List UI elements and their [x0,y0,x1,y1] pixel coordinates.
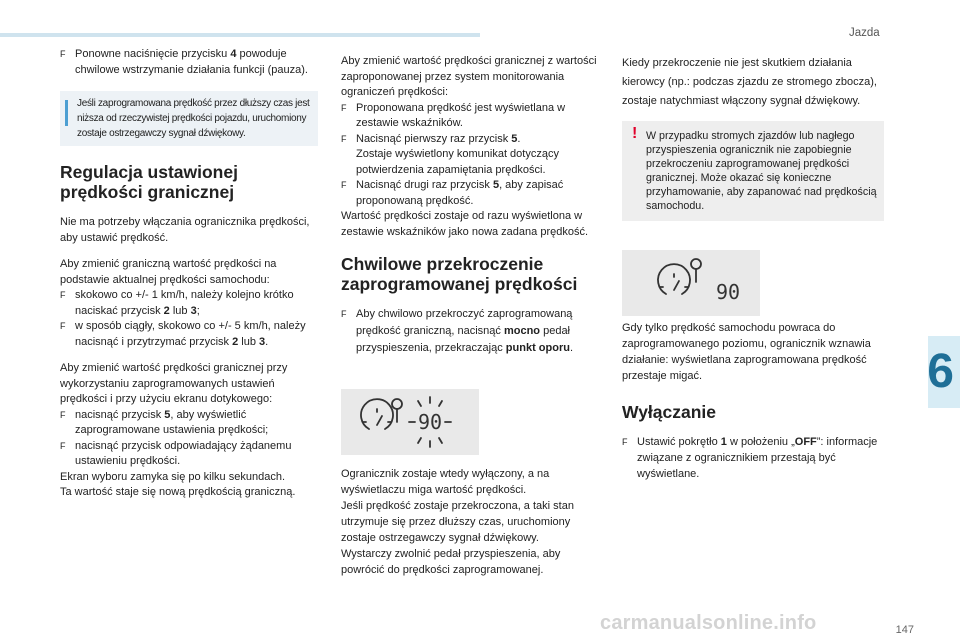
paragraph: Ta wartość staje się nową prędkością graniczną. [60,486,296,498]
button-ref: 1 [720,436,727,448]
button-ref: 4 [230,48,237,60]
bullet-icon: F [60,321,66,331]
paragraph: Kiedy przekroczenie nie jest skutkiem działania kierowcy (np.: podczas zjazdu ze stromego zbocza), zostaje natychmiast włączony sygnał dźwiękowy. [622,57,877,107]
section-heading: Chwilowe przekroczenie zaprogramowanej prędkości [341,254,578,294]
list-item [60,47,318,78]
text: w położeniu „ [726,436,795,448]
bullet-icon: F [341,102,347,113]
text: powoduje chwilowe wstrzymanie działania funkcji (pauza). [75,48,308,76]
column-right [622,54,884,221]
section-heading: Regulacja ustawionej prędkości granicznej [60,162,238,202]
list-item [341,178,603,209]
text: , aby zapisać proponowaną prędkość. [356,179,564,207]
chapter-number: 6 [927,345,954,398]
emphasis: punkt oporu [505,342,570,354]
list-item [60,439,318,470]
paragraph: Wystarczy zwolnić pedał przyspieszenia, aby powrócić do prędkości zaprogramowanej. [341,548,561,576]
paragraph: Gdy tylko prędkość samochodu powraca do zaprogramowanego poziomu, ogranicznik wznawia działanie: wyświetlana zaprogramowana prędkość przestaje migać. [622,322,871,382]
text: , aby wyświetlić zaprogramowane ustawienia prędkości; [75,408,269,436]
text: Nacisnąć pierwszy raz przycisk [356,132,512,145]
paragraph: Aby zmienić wartość prędkości granicznej przy wykorzystaniu zaprogramowanych ustawień prędkości i przy użyciu ekranu dotykowego: [60,362,288,405]
bullet-icon: F [60,290,66,300]
button-ref: 5 [511,132,518,145]
text: lub [238,335,260,348]
list-item [341,101,603,132]
warning-icon: ! [632,125,638,142]
text: . [517,132,521,145]
list-item [60,288,318,319]
text: nacisnąć przycisk [75,408,165,421]
list-item [341,132,603,179]
section-heading: Wyłączanie [622,402,717,422]
button-ref: 5 [164,408,171,421]
text: Proponowana prędkość jest wyświetlana w zestawie wskaźników. [356,101,566,129]
list-item [60,319,318,350]
emphasis: OFF [794,436,817,448]
bullet-icon: F [60,409,66,420]
text: Ustawić pokrętło [637,436,721,448]
text: ”: informacje związane z ogranicznikiem przestają być wyświetlane. [637,436,878,480]
section-title: Jazda [849,27,880,39]
text: nacisnąć przycisk odpowiadający żądanemu ustawieniu prędkości. [75,439,292,467]
paragraph: Aby zmienić graniczną wartość prędkości na podstawie aktualnej prędkości samochodu: [60,258,277,286]
text: . [569,342,574,354]
paragraph: Aby zmienić wartość prędkości granicznej z wartości zaproponowanej przez system monitorowania ograniczeń prędkości: [341,55,597,98]
info-icon [65,100,68,126]
speed-display-blinking [341,389,479,455]
bullet-icon: F [60,49,66,59]
button-ref: 3 [259,335,266,348]
warning-text: W przypadku stromych zjazdów lub nagłego przyspieszenia ogranicznik nie zapobiegnie przekroczeniu zaprogramowanej prędkości granicznej. Może okazać się konieczne przyhamowanie, aby zapanować nad prędkością samochodu. [646,130,877,212]
bullet-icon: F [341,309,347,319]
list-item [622,434,884,482]
bullet-icon: F [60,440,66,451]
paragraph: Wartość prędkości zostaje od razu wyświetlona w zestawie wskaźników jako nowa zadana prędkość. [341,210,589,238]
text: Aby chwilowo przekroczyć zaprogramowaną prędkość graniczną, nacisnąć [356,308,573,337]
info-box [60,91,318,146]
page-number: 147 [895,624,914,636]
text: Zostaje wyświetlony komunikat dotyczący potwierdzenia zapamiętania prędkości. [356,148,559,176]
text: lub [169,304,191,317]
paragraph: Jeśli prędkość zostaje przekroczona, a taki stan utrzymuje się przez dłuższy czas, uruchomiony zostaje ostrzegawczy sygnał dźwiękowy. [341,500,574,544]
column-middle-lower [341,466,603,578]
paragraph: Ogranicznik zostaje wtedy wyłączony, a na wyświetlaczu miga wartość prędkości. [341,468,550,496]
text: . [265,335,269,348]
emphasis: mocno [503,325,541,337]
list-item [341,306,603,357]
column-right-lower [622,320,884,482]
speed-limiter-blinking-icon [341,389,479,455]
display-value: 90 [715,280,741,304]
text: w sposób ciągły, skokowo co +/- 5 km/h, należy nacisnąć i przytrzymać przycisk [75,320,306,348]
speed-limiter-icon [622,250,760,316]
button-ref: 2 [232,335,239,348]
text: ; [196,304,200,317]
paragraph: Nie ma potrzeby włączania ogranicznika prędkości, aby ustawić prędkość. [60,216,310,244]
speed-display-static [622,250,760,316]
button-ref: 3 [190,304,197,317]
text: Nacisnąć drugi raz przycisk [356,179,493,191]
display-value: 90 [417,410,443,434]
text: Ponowne naciśnięcie przycisku [75,48,231,60]
button-ref: 5 [492,179,500,191]
bullet-icon: F [341,133,347,144]
button-ref: 2 [163,304,170,317]
text: skokowo co +/- 1 km/h, należy kolejno krótko naciskać przycisk [75,289,294,317]
watermark: carmanualsonline.info [600,612,817,634]
paragraph: Ekran wyboru zamyka się po kilku sekundach. [60,470,285,483]
info-text: Jeśli zaprogramowana prędkość przez dłuższy czas jest niższa od rzeczywistej prędkości pojazdu, uruchomiony zostaje ostrzegawczy sygnał dźwiękowy. [77,98,310,139]
column-left [60,47,318,501]
list-item [60,408,318,439]
text: pedał przyspieszenia, przekraczając [356,325,571,354]
bullet-icon: F [341,180,347,190]
header-accent-bar [0,33,480,37]
warning-box [622,121,884,221]
bullet-icon: F [622,437,628,447]
column-middle [341,54,603,357]
